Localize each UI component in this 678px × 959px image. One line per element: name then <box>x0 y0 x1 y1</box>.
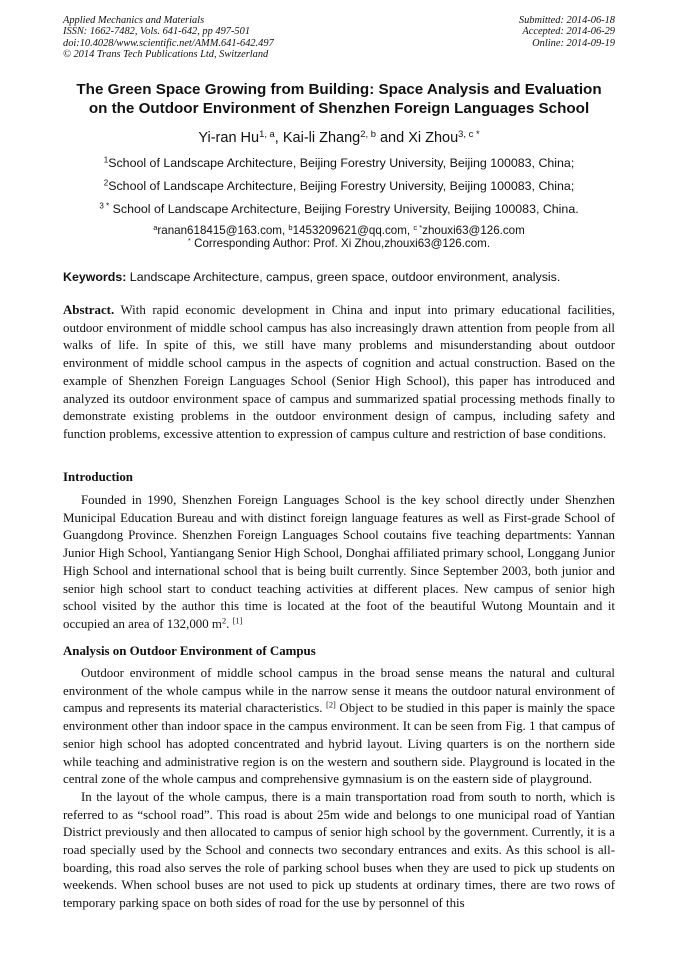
doi: doi:10.4028/www.scientific.net/AMM.641-642.497 <box>63 37 274 49</box>
paper-title <box>40 80 638 118</box>
area-superscript: 2 <box>221 616 227 626</box>
journal-name: Applied Mechanics and Materials <box>63 15 205 26</box>
author-separator: and <box>375 130 409 146</box>
email-sup: b <box>288 222 293 232</box>
email-sup: c * <box>413 222 423 232</box>
email: ranan618415@163.com, <box>157 224 289 237</box>
author-sup: 2, b <box>360 127 376 139</box>
corresponding-text: Corresponding Author: Prof. Xi Zhou,zhouxi63@126.com. <box>190 237 491 250</box>
copyright: © 2014 Trans Tech Publications Ltd, Switzerland <box>63 49 269 61</box>
introduction-text: Founded in 1990, Shenzhen Foreign Languages School is the key school directly under Shenzhen Municipal Education Bureau and with distinct foreign language features as well as First-grade School of Guangdong Province. Shenzhen Foreign Languages School coutains five teaching departments: Yannan Junior High School, Yantiangang Senior High School, Donghai affiliated primary school, Longgang Junior High School and international school that is being built currently. Since September 2003, both junior and senior high school start to conduct teaching activities at different places. New campus of senior high school visited by the author this time is located at the foot of the beautiful Wutong Mountain and it occupied an area of 132,000 m <box>63 493 615 631</box>
author-separator: , <box>274 130 283 146</box>
analysis-body <box>63 665 615 913</box>
citation-ref: [1] <box>232 616 243 626</box>
accepted-date: Accepted: 2014-06-29 <box>522 26 615 38</box>
abstract-label: Abstract. <box>63 303 115 317</box>
abstract-text: With rapid economic development in China and input into primary educational facilities, outdoor environment of middle school campus has also increasingly drawn attention from people from all walks of life. In spite of this, we still have many problems and misunderstanding about outdoor environment of middle school campus in the aspects of cognition and actual construction. Based on the example of Shenzhen Foreign Languages School (Senior High School), this paper has introduced and analyzed its outdoor environment space of campus and summarized spatial processing methods finally to demonstrate existing problems in the outdoor environment design of campus, including safety and function problems, excessive attention to expression of campus culture and restriction of base conditions. <box>63 303 615 441</box>
analysis-text: Outdoor environment of middle school campus in the broad sense means the natural and cultural environment of the whole campus while in the narrow sense it means the outdoor natural environment of campus and represents its material characteristics. <box>63 666 615 716</box>
affiliation-1 <box>0 156 678 170</box>
issn: ISSN: 1662-7482, Vols. 641-642, pp 497-501 <box>63 26 251 38</box>
keywords-label: Keywords: <box>63 270 127 284</box>
affiliation-sup: 1 <box>103 155 109 165</box>
title-line-2: on the Outdoor Environment of Shenzhen Foreign Languages School <box>88 100 590 117</box>
journal-info <box>63 15 274 61</box>
publication-dates <box>519 15 615 49</box>
affiliation-sup: 2 <box>103 178 109 188</box>
keywords-text: Landscape Architecture, campus, green space, outdoor environment, analysis. <box>126 270 561 284</box>
author-emails <box>0 224 678 237</box>
corresponding-author <box>0 237 678 250</box>
author-name: Kai-li Zhang <box>282 130 361 146</box>
introduction-body <box>63 492 615 634</box>
analysis-text: In the layout of the whole campus, there is a main transportation road from south to north, which is referred to as “school road”. This road is about 25m wide and belongs to one municipal road of Yantian District previously and then allocated to campus of senior high school by the government. Currently, it is a road specially used by the School and connects two secondary entrances and exits. As this school is all-boarding, this road also serves the role of parking school buses when they are used to pick up students on weekends. When school buses are not used to pick up students at ordinary times, there are two rows of temporary parking space on both sides of road for the use by personnel of this <box>63 789 615 911</box>
title-line-1: The Green Space Growing from Building: Space Analysis and Evaluation <box>76 81 602 98</box>
author-sup: 1, a <box>259 127 275 139</box>
analysis-heading: Analysis on Outdoor Environment of Campus <box>63 644 316 658</box>
keywords <box>63 270 615 284</box>
email: 1453209621@qq.com, <box>292 224 414 237</box>
affiliation-2 <box>0 179 678 193</box>
analysis-text: Object to be studied in this paper is mainly the space environment other than indoor space in the campus environment. It can be seen from Fig. 1 that campus of senior high school has adopted concentrated and hybrid layout. Living quarters is on the northern side while teaching and administrative region is on the western and southern side. Playground is located in the central zone of the whole campus and comprehensive gymnasium is on the eastern side of playground. <box>63 701 615 787</box>
introduction-heading: Introduction <box>63 470 133 484</box>
author-sup: 3, c * <box>458 127 480 139</box>
affiliation-text: School of Landscape Architecture, Beijing Forestry University, Beijing 100083, China; <box>108 179 575 193</box>
submitted-date: Submitted: 2014-06-18 <box>518 15 615 26</box>
author-list <box>0 127 678 146</box>
citation-ref: [2] <box>326 700 336 710</box>
online-date: Online: 2014-09-19 <box>532 37 615 49</box>
email: zhouxi63@126.com <box>422 224 525 237</box>
corresponding-sup: * <box>187 235 191 245</box>
affiliation-sup: 3 * <box>99 201 110 211</box>
affiliation-text: School of Landscape Architecture, Beijing Forestry University, Beijing 100083, China. <box>109 202 579 216</box>
email-sup: a <box>153 222 158 232</box>
author-name: Xi Zhou <box>408 130 459 146</box>
abstract <box>63 302 615 444</box>
affiliation-3 <box>0 202 678 216</box>
introduction-tail: . <box>226 616 233 631</box>
author-name: Yi-ran Hu <box>198 130 260 146</box>
affiliation-text: School of Landscape Architecture, Beijing Forestry University, Beijing 100083, China; <box>108 156 575 170</box>
